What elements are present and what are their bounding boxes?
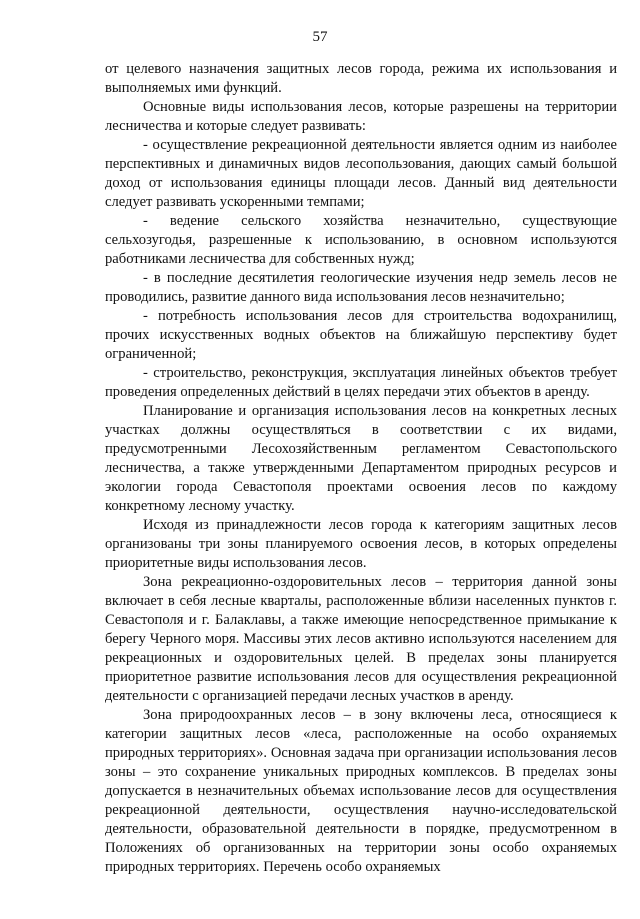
paragraph: от целевого назначения защитных лесов города, режима их использования и выполняемых ими функций. [105,61,617,96]
paragraph: Зона природоохранных лесов – в зону включены леса, относящиеся к категории защитных лесов «леса, расположенные на особо охраняемых природных территориях». Основная задача при организации использования лесов зоны – это сохранение уникальных природных комплексов. В пределах зоны допускается в незначительных объемах использование лесов для осуществления рекреационной деятельности, осуществления научно-исследовательской деятельности, образовательной деятельности в порядке, предусмотренном в Положениях об организованных на территории зоны особо охраняемых природных территориях. Перечень особо охраняемых [105,707,617,875]
list-item: - осуществление рекреационной деятельности является одним из наиболее перспективных и динамичных видов лесопользования, дающих самый большой доход от использования единицы площади лесов. Данный вид деятельности следует развивать ускоренными темпами; [105,137,617,210]
paragraph: Зона рекреационно-оздоровительных лесов – территория данной зоны включает в себя лесные кварталы, расположенные вблизи населенных пунктов г. Севастополя и г. Балаклавы, а также имеющие непосредственное примыкание к берегу Черного моря. Массивы этих лесов активно используются населением для рекреационных и оздоровительных целей. В пределах зоны планируется приоритетное развитие использования лесов для осуществления рекреационной деятельности с организацией передачи лесных участков в аренду. [105,574,617,704]
paragraph: Планирование и организация использования лесов на конкретных лесных участках должны осуществляться в соответствии с их видами, предусмотренными Лесохозяйственным регламентом Севастопольского лесничества, а также утвержденными Департаментом природных ресурсов и экологии города Севастополя проектами освоения лесов по каждому конкретному лесному участку. [105,403,617,514]
list-item: - в последние десятилетия геологические изучения недр земель лесов не проводились, развитие данного вида использования лесов незначительно; [105,270,617,305]
list-item: - потребность использования лесов для строительства водохранилищ, прочих искусственных водных объектов на ближайшую перспективу будет ограниченной; [105,308,617,362]
paragraph: Основные виды использования лесов, которые разрешены на территории лесничества и которые следует развивать: [105,99,617,134]
document-body [105,60,617,877]
list-item: - строительство, реконструкция, эксплуатация линейных объектов требует проведения определенных действий в целях передачи этих объектов в аренду. [105,365,617,400]
list-item: - ведение сельского хозяйства незначительно, существующие сельхозугодья, разрешенные к использованию, в основном используются работниками лесничества для собственных нужд; [105,213,617,267]
page-number: 57 [312,29,328,45]
paragraph: Исходя из принадлежности лесов города к категориям защитных лесов организованы три зоны планируемого освоения лесов, в которых определены приоритетные виды использования лесов. [105,517,617,571]
